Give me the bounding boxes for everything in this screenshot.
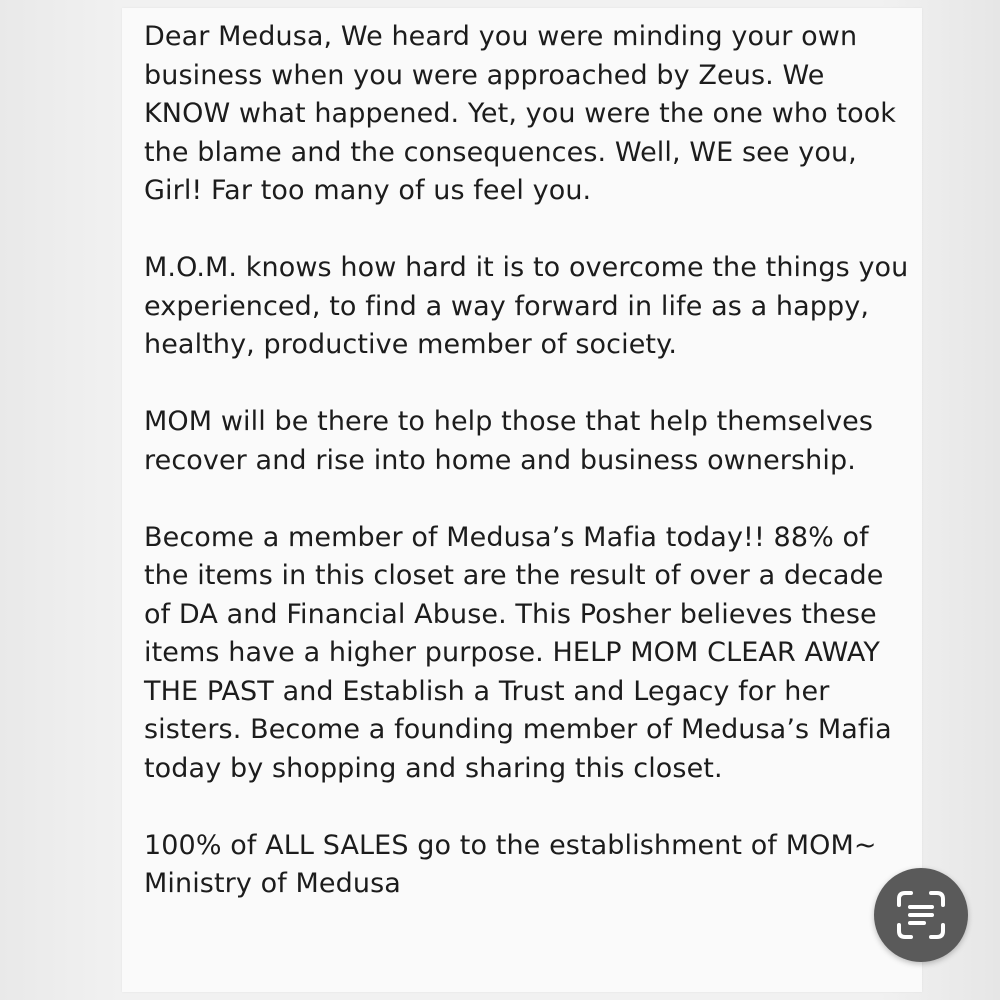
live-text-button[interactable] — [874, 868, 968, 962]
paragraph-3: MOM will be there to help those that help themselves recover and rise into home and business ownership. — [144, 406, 874, 476]
paragraph-5: 100% of ALL SALES go to the establishment of MOM~ Ministry of Medusa — [144, 829, 877, 899]
paragraph-1: Dear Medusa, We heard you were minding your own business when you were approached by Zeus. We KNOW what happened. Yet, you were the one who took the blame and the consequences. Well, WE see you, Girl! Far too many of us feel you. — [144, 21, 897, 206]
paragraph-4: Become a member of Medusa’s Mafia today!! 88% of the items in this closet are the result of over a decade of DA and Financial Abuse. This Posher believes these items have a higher purpose. HELP MOM CLEAR AWAY THE PAST and Establish a Trust and Legacy for her sisters. Become a founding member of Medusa’s Mafia today by shopping and sharing this closet. — [144, 521, 892, 784]
paragraph-2: M.O.M. knows how hard it is to overcome the things you experienced, to find a way forward in life as a happy, healthy, productive member of society. — [144, 252, 909, 360]
message-body — [144, 18, 914, 904]
text-scan-icon — [895, 889, 947, 941]
text-panel — [122, 8, 922, 992]
